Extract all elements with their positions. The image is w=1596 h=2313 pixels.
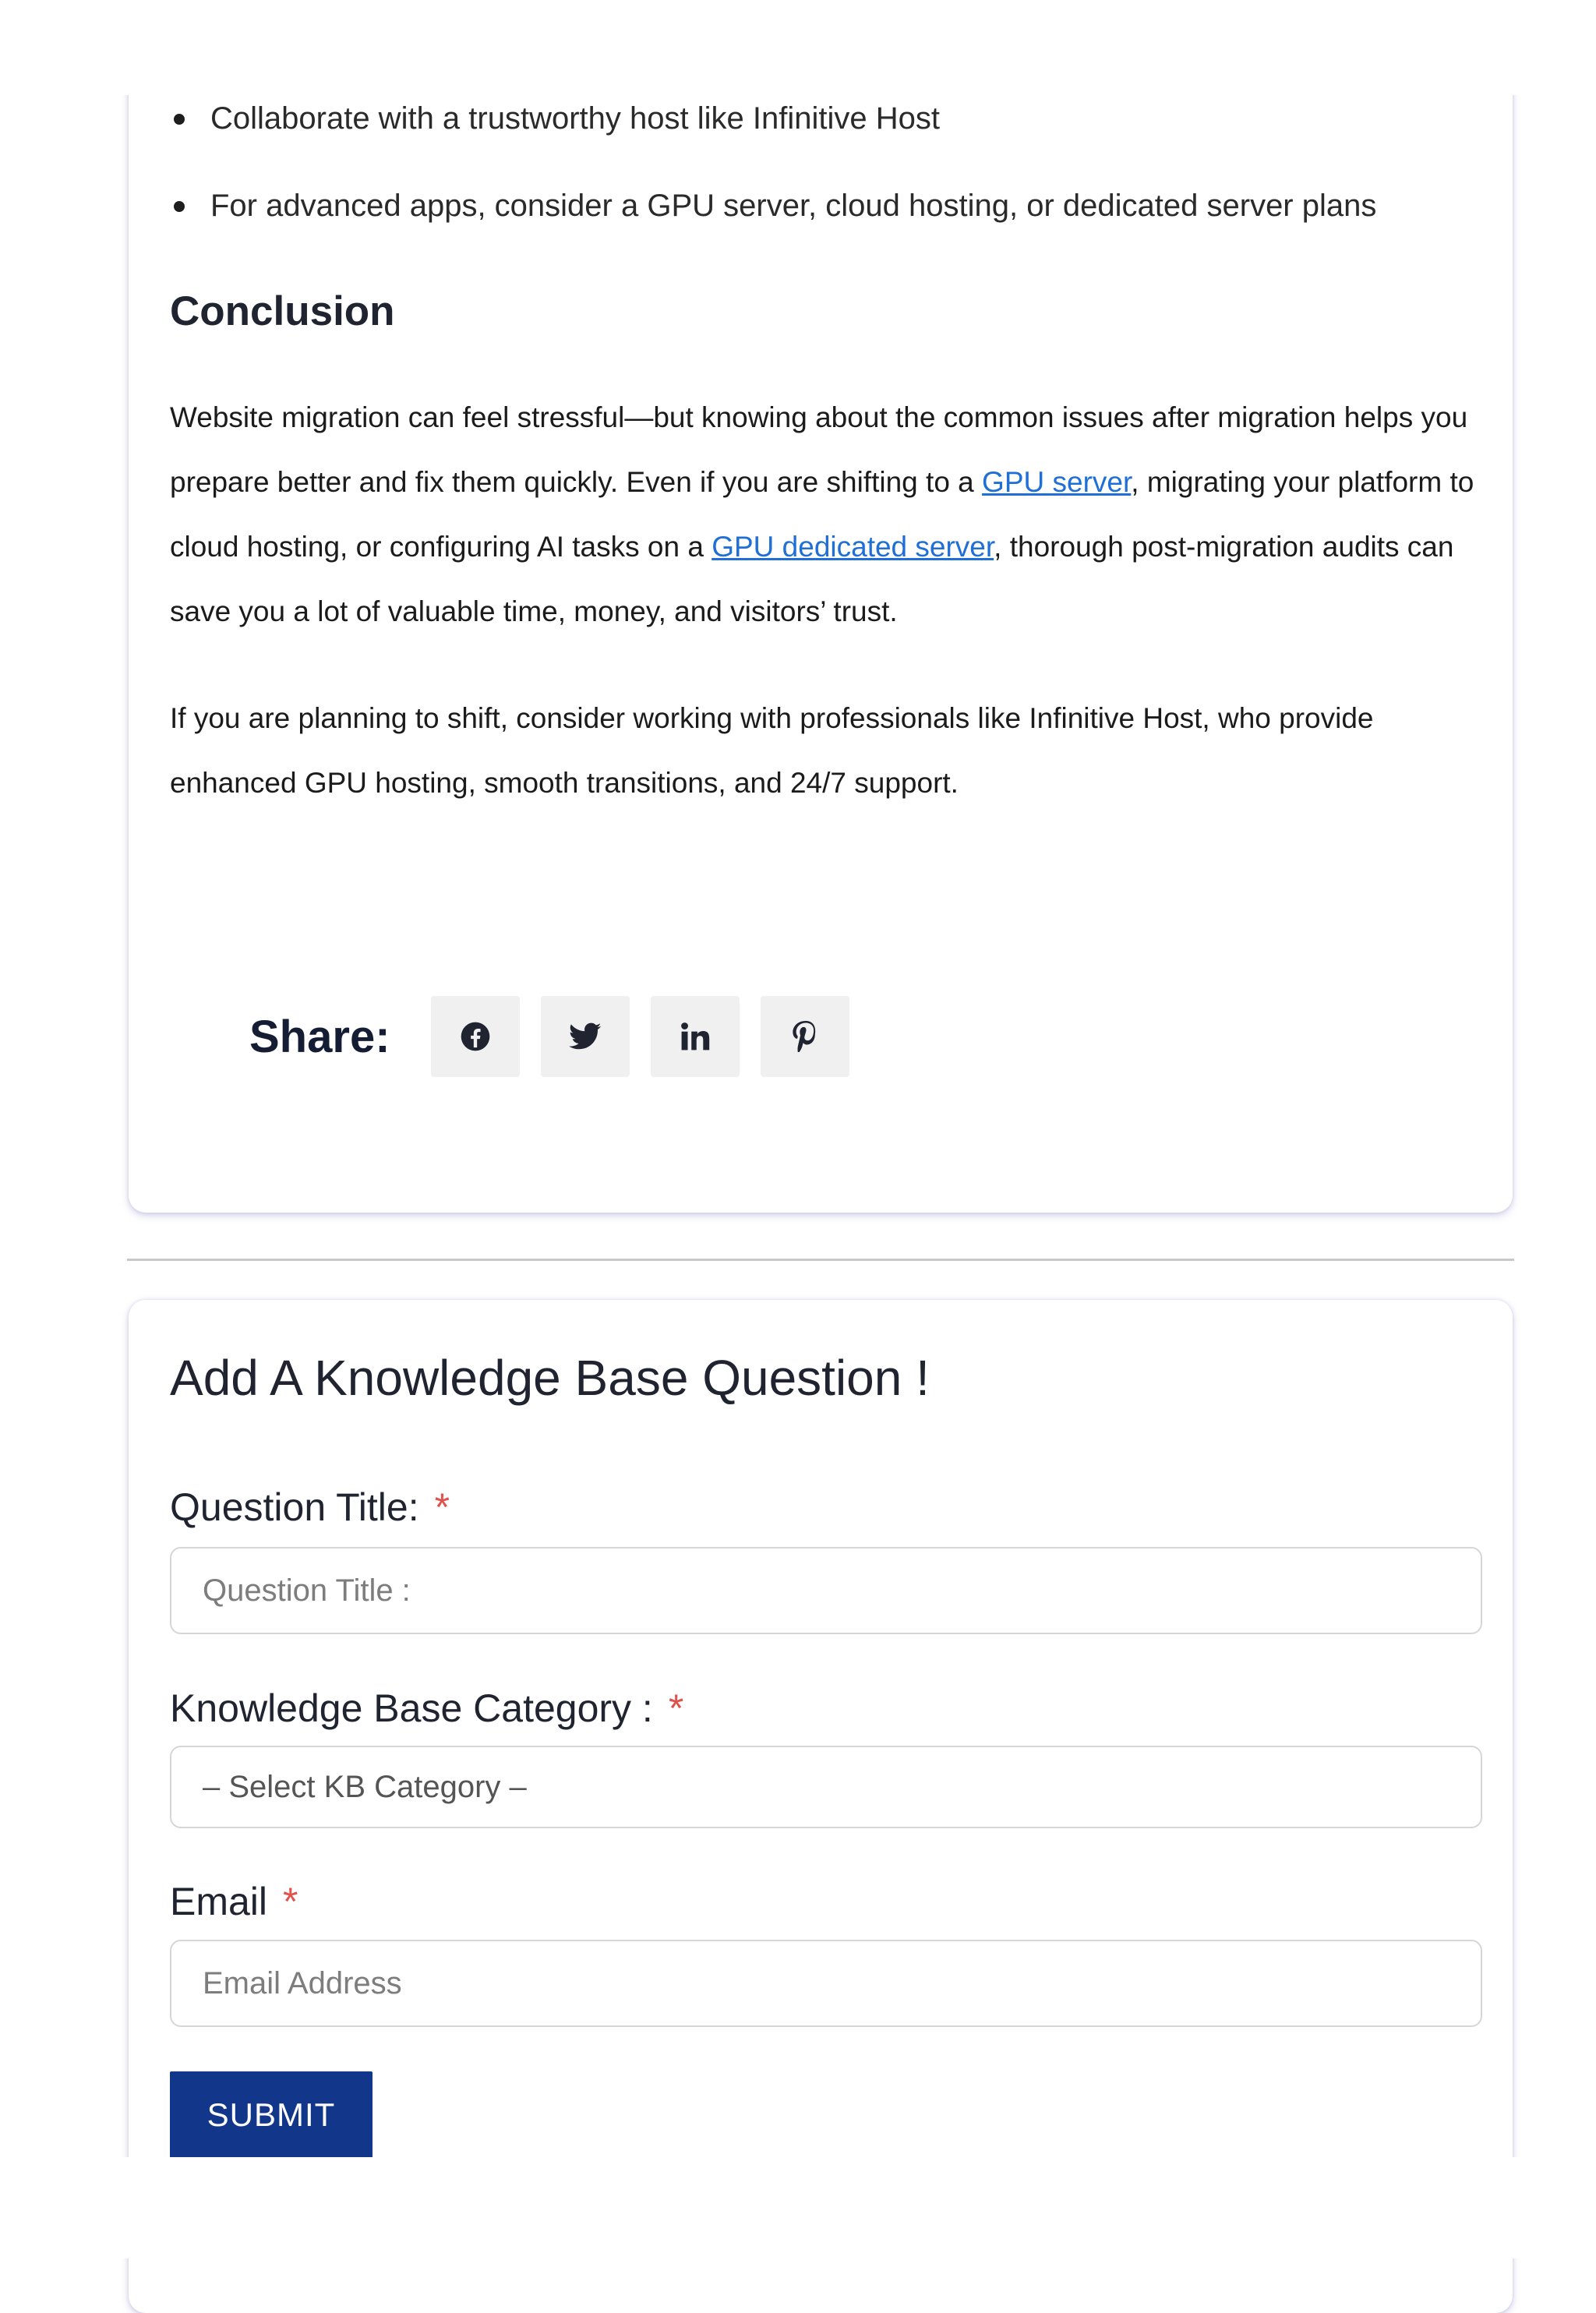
closing-paragraph: If you are planning to shift, consider working with professionals like Infinitive Host, who provide enhanced GPU hosting, smooth transitions, and 24/7 support. [170,702,1374,799]
question-title-input[interactable] [170,1547,1482,1634]
pinterest-icon [792,1021,818,1052]
twitter-icon [569,1022,602,1051]
paragraph-text: , migrating your platform to cloud hosting, or configuring AI tasks on a [170,466,1474,563]
required-asterisk: * [434,1485,450,1529]
gpu-server-link[interactable]: GPU server [982,466,1132,498]
share-facebook-button[interactable] [431,996,520,1077]
email-label [170,1877,298,1926]
paragraph-text: Website migration can feel stressful—but knowing about the common issues after migration helps you prepare better and fix them quickly. Even if you are shifting to a [170,401,1468,498]
kb-category-select[interactable] [170,1746,1482,1828]
section-divider [127,1259,1514,1261]
list-item: For advanced apps, consider a GPU server, cloud hosting, or dedicated server plans [170,181,1376,268]
required-asterisk: * [668,1686,684,1730]
selected-option: – Select KB Category – [203,1769,527,1804]
top-crop-band [0,0,1596,95]
share-row [249,996,870,1077]
label-text: Email [170,1880,268,1923]
email-input[interactable] [170,1940,1482,2027]
list-item: Collaborate with a trustworthy host like Infinitive Host [170,94,1376,181]
gpu-dedicated-server-link[interactable]: GPU dedicated server [711,531,994,563]
submit-button[interactable]: SUBMIT [170,2071,373,2159]
share-pinterest-button[interactable] [761,996,849,1077]
label-text: Knowledge Base Category : [170,1686,653,1730]
paragraph-text: , thorough post-migration audits can save you a lot of valuable time, money, and visitors’ trust. [170,531,1454,627]
conclusion-heading: Conclusion [170,288,395,334]
bottom-crop-band [0,2157,1596,2258]
share-linkedin-button[interactable] [651,996,740,1077]
label-text: Question Title: [170,1485,419,1529]
bullet-list [170,94,1376,268]
form-title: Add A Knowledge Base Question ! [170,1350,930,1406]
kb-category-label [170,1683,683,1733]
linkedin-icon [680,1022,710,1051]
facebook-icon [460,1021,491,1052]
required-asterisk: * [283,1880,298,1923]
share-label: Share: [249,1011,390,1062]
conclusion-paragraph [170,385,1487,644]
question-title-label [170,1482,450,1532]
share-twitter-button[interactable] [541,996,630,1077]
